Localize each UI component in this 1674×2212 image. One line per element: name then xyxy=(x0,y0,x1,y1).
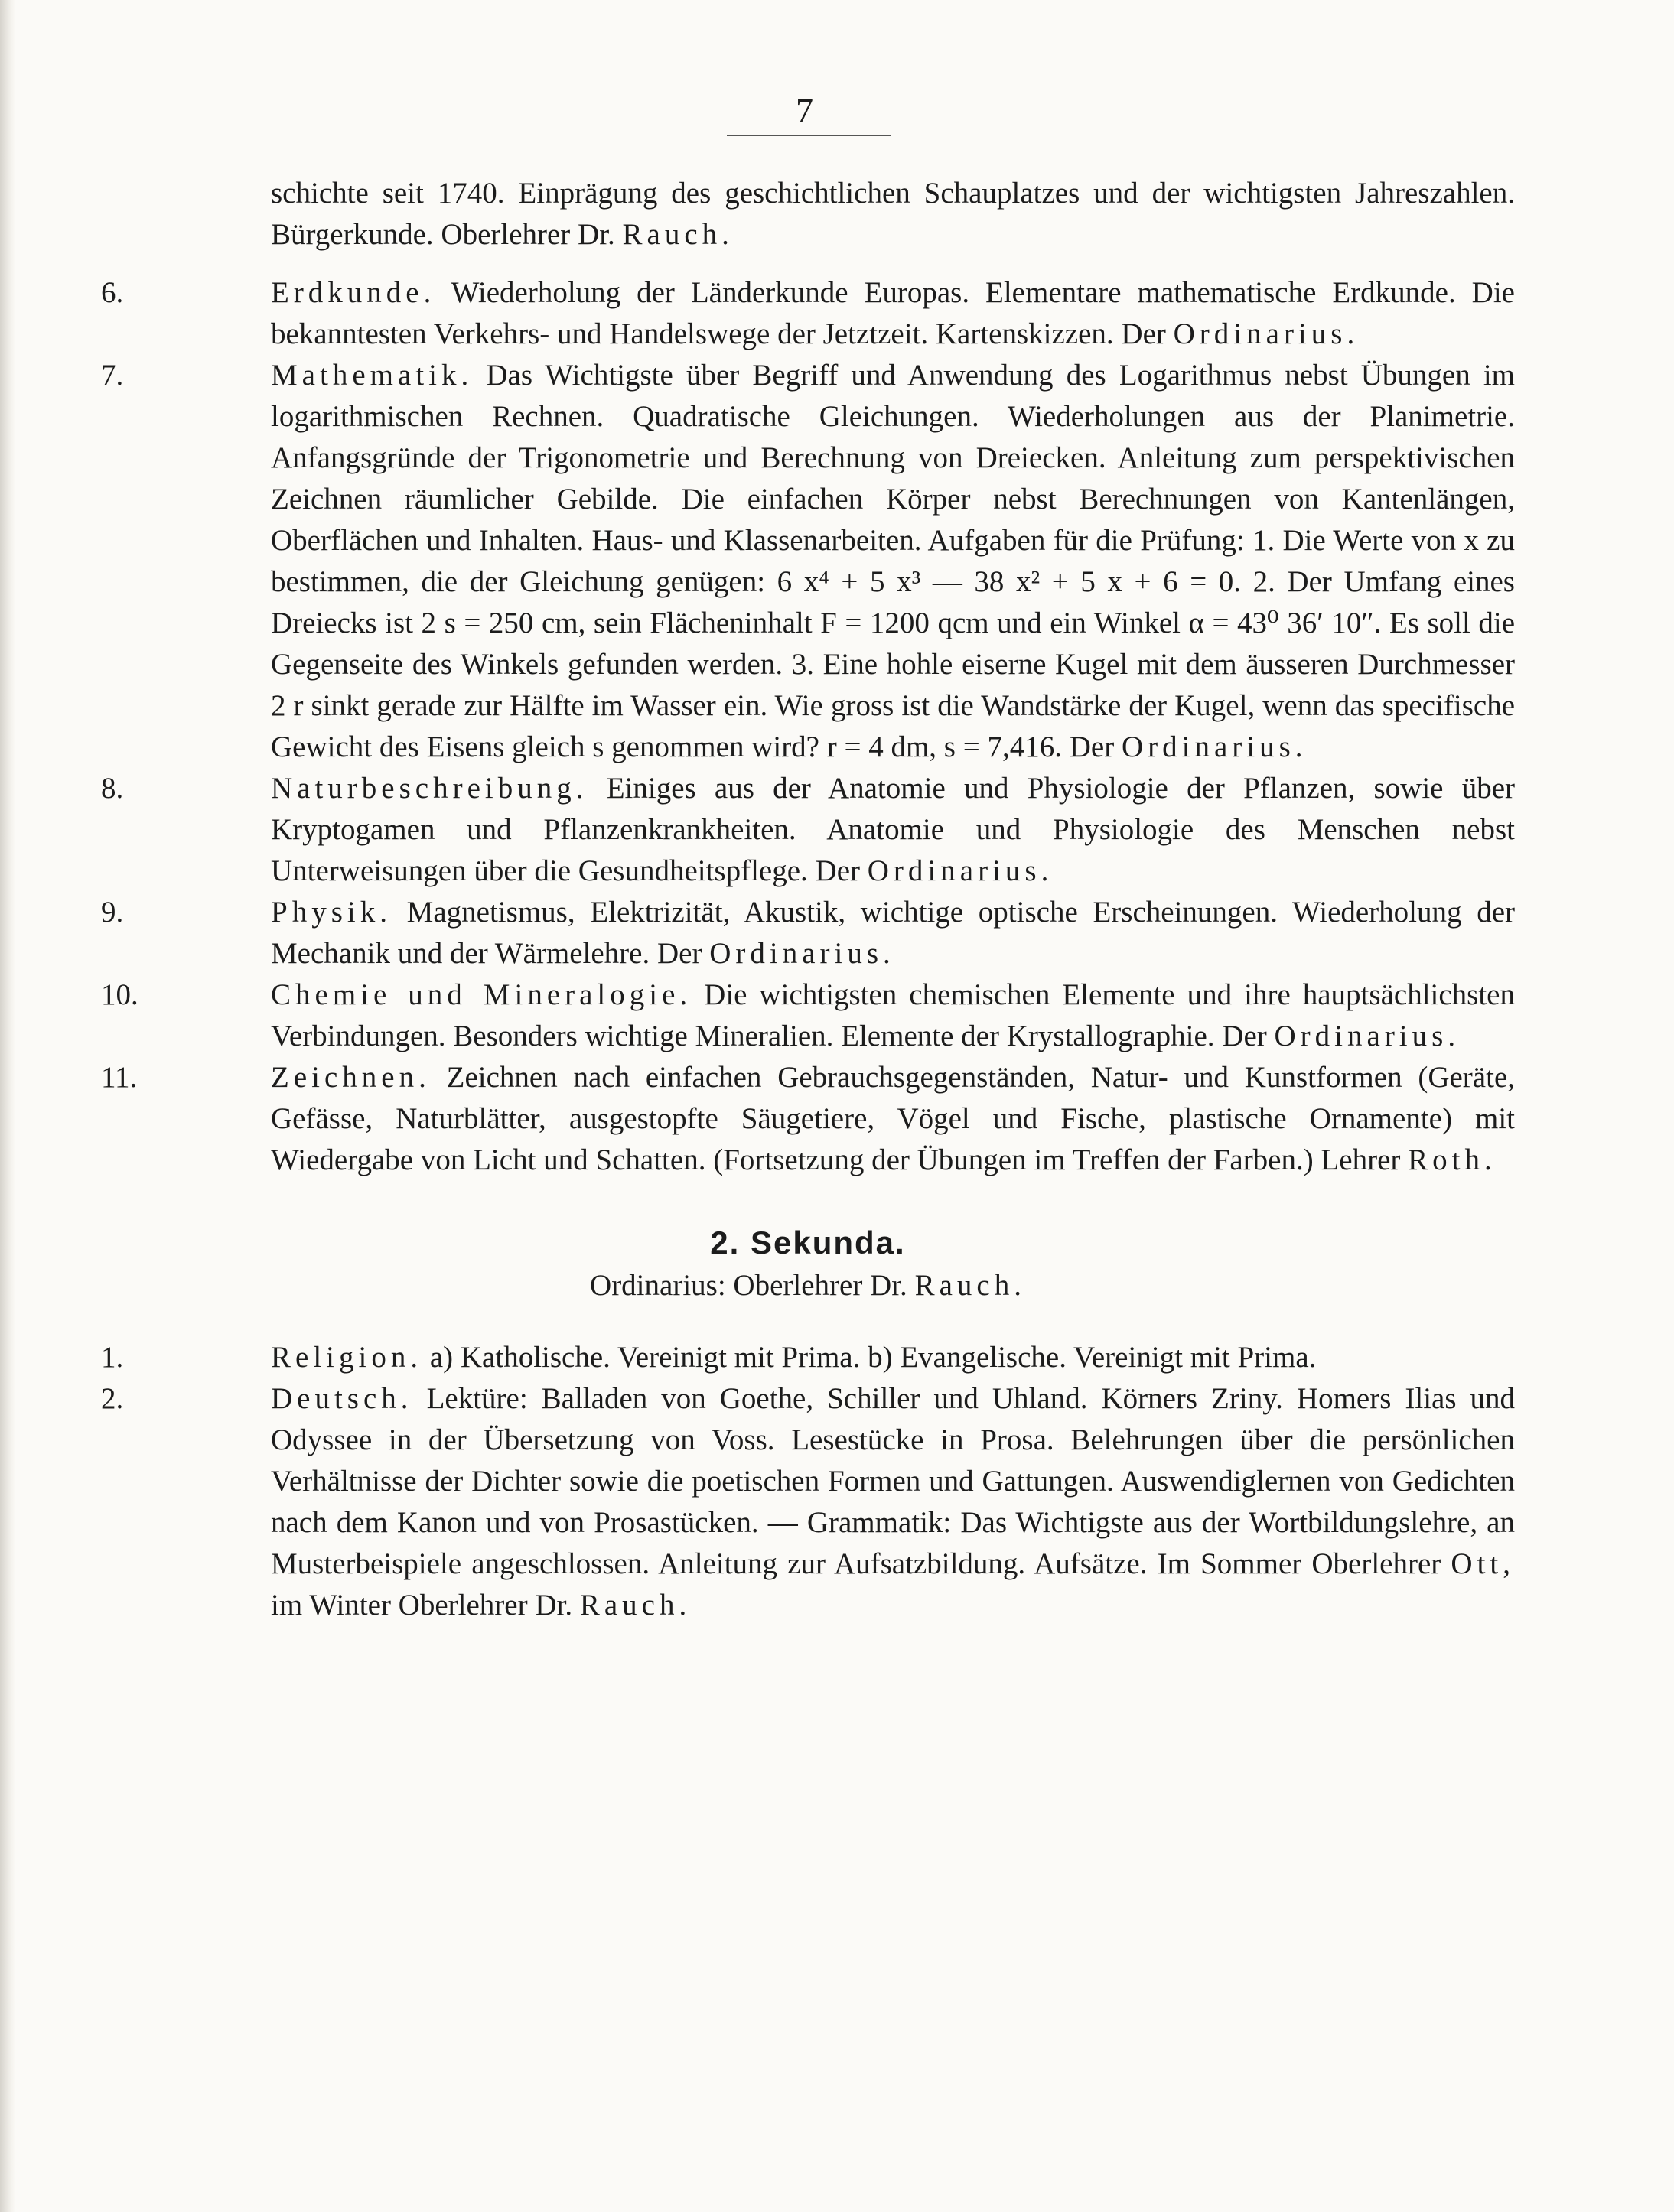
subject-heading: Mathematik. xyxy=(271,359,474,392)
teacher-name: Ott, xyxy=(1451,1547,1515,1580)
item-number: 9. xyxy=(101,896,124,929)
item-number: 6. xyxy=(101,276,124,309)
subject-heading: Physik. xyxy=(271,896,392,929)
subject-text: Einiges aus der Anatomie und Physiologie der Pflanzen, sowie über Kryptogamen und Pflanzenkrankheiten. Anatomie und Physiologie des Menschen nebst Unterweisungen über die Gesundheitspflege. Der xyxy=(271,772,1515,887)
continued-paragraph xyxy=(101,173,1515,255)
teacher-name: Ordinarius. xyxy=(867,854,1054,887)
teacher-name: Ordinarius. xyxy=(1121,730,1308,763)
page-number-rule xyxy=(727,135,891,136)
teacher-name: Ordinarius. xyxy=(1173,317,1360,350)
teacher-name: Ordinarius. xyxy=(709,937,895,970)
subject-heading: Naturbeschreibung. xyxy=(271,772,588,805)
item-number: 1. xyxy=(101,1341,124,1374)
subject-heading: Chemie und Mineralogie. xyxy=(271,978,692,1011)
page-edge-shadow xyxy=(0,0,15,2212)
subject-text: Das Wichtigste über Begriff und Anwendung des Logarithmus nebst Übungen im logarithmischen Rechnen. Quadratische Gleichungen. Wiederholungen aus der Planimetrie. Anfangsgründe der Trigonometrie und Berechnung von Dreiecken. Anleitung zum perspektivischen Zeichnen räumlicher Gebilde. Die einfachen Körper nebst Berechnungen von Kantenlängen, Oberflächen und Inhalten. Haus- und Klassenarbeiten. Aufgaben für die Prüfung: 1. Die Werte von x zu bestimmen, die der Gleichung genügen: 6 x⁴ + 5 x³ — 38 x² + 5 x + 6 = 0. 2. Der Umfang eines Dreiecks ist 2 s = 250 cm, sein Flächeninhalt F = 1200 qcm und ein Winkel α = 43⁰ 36′ 10″. Es soll die Gegenseite des Winkels gefunden werden. 3. Eine hohle eiserne Kugel mit dem äusseren Durchmesser 2 r sinkt gerade zur Hälfte im Wasser ein. Wie gross ist die Wandstärke der Kugel, wenn das specifische Gewicht des Eisens gleich s genommen wird? r = 4 dm, s = 7,416. Der xyxy=(271,359,1516,763)
teacher-name: Rauch. xyxy=(622,218,734,251)
subject-heading: Deutsch. xyxy=(271,1382,413,1415)
ordinarius-name: Rauch. xyxy=(914,1269,1026,1302)
item-number: 11. xyxy=(101,1061,138,1094)
teacher-name: Roth. xyxy=(1408,1143,1497,1176)
continued-text: schichte seit 1740. Einprägung des geschichtlichen Schauplatzes und der wichtigsten Jahreszahlen. Bürgerkunde. Oberlehrer Dr. xyxy=(271,177,1515,251)
subject-item-erdkunde xyxy=(101,272,1515,355)
page-number: 7 xyxy=(796,91,815,130)
page-body xyxy=(101,173,1515,1626)
subject-text: Lektüre: Balladen von Goethe, Schiller und Uhland. Körners Zriny. Homers Ilias und Odyssee in der Übersetzung von Voss. Lesestücke in Prosa. Belehrungen über die persönlichen Verhältnisse der Dichter sowie die poetischen Formen und Gattungen. Auswendiglernen von Gedichten nach dem Kanon und von Prosastücken. — Grammatik: Das Wichtigste aus der Wortbildungslehre, an Musterbeispiele angeschlossen. Anleitung zur Aufsatzbildung. Aufsätze. Im Sommer Oberlehrer xyxy=(271,1382,1516,1580)
subject-heading: Erdkunde. xyxy=(271,276,436,309)
subject-text: Wiederholung der Länderkunde Europas. Elementare mathematische Erdkunde. Die bekanntesten Verkehrs- und Handelswege der Jetztzeit. Kartenskizzen. Der xyxy=(271,276,1515,350)
subject-item-physik xyxy=(101,892,1515,974)
subject-item-religion xyxy=(101,1337,1515,1378)
item-number: 2. xyxy=(101,1382,124,1415)
subject-text: Zeichnen nach einfachen Gebrauchsgegenständen, Natur- und Kunstformen (Geräte, Gefässe, Naturblätter, ausgestopfte Säugetiere, Vögel und Fische, plastische Ornamente) mit Wiedergabe von Licht und Schatten. (Fortsetzung der Übungen im Treffen der Farben.) Lehrer xyxy=(271,1061,1516,1176)
teacher-name-2: Rauch. xyxy=(579,1589,692,1622)
subject-item-naturbeschreibung xyxy=(101,768,1515,892)
subject-text: Die wichtigsten chemischen Elemente und ihre hauptsächlichsten Verbindungen. Besonders wichtige Mineralien. Elemente der Krystallographie. Der xyxy=(271,978,1515,1052)
teacher-name: Ordinarius. xyxy=(1274,1020,1461,1052)
item-number: 10. xyxy=(101,978,138,1011)
section-title: 2. Sekunda. xyxy=(710,1225,906,1261)
subject-text: a) Katholische. Vereinigt mit Prima. b) Evangelische. Vereinigt mit Prima. xyxy=(429,1341,1317,1374)
subject-item-chemie xyxy=(101,974,1515,1057)
section-ordinarius xyxy=(101,1265,1515,1306)
subject-heading: Religion. xyxy=(271,1341,423,1374)
subject-heading: Zeichnen. xyxy=(271,1061,431,1094)
subject-text: Magnetismus, Elektrizität, Akustik, wichtige optische Erscheinungen. Wiederholung der Mechanik und der Wärmelehre. Der xyxy=(271,896,1516,970)
subject-text-continued: im Winter Oberlehrer Dr. xyxy=(271,1589,573,1622)
subject-item-mathematik xyxy=(101,355,1515,768)
subject-item-zeichnen xyxy=(101,1057,1515,1181)
item-number: 7. xyxy=(101,359,124,392)
ordinarius-label: Ordinarius: Oberlehrer Dr. xyxy=(590,1269,907,1302)
subject-item-deutsch xyxy=(101,1378,1515,1626)
item-number: 8. xyxy=(101,772,124,805)
